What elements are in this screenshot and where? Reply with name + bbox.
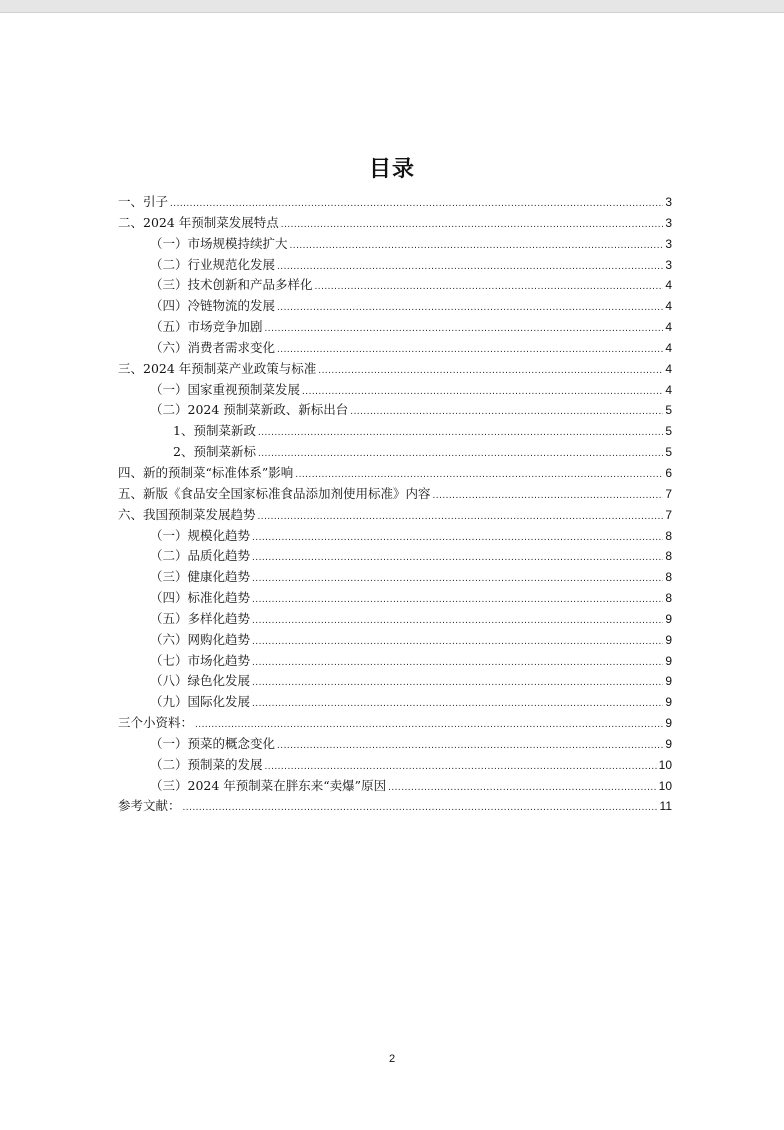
toc-leader-dots — [277, 340, 663, 361]
toc-entry[interactable] — [118, 567, 672, 588]
toc-entry[interactable] — [118, 400, 672, 421]
toc-leader-dots — [252, 611, 663, 632]
toc-entry-page: 8 — [665, 528, 672, 543]
toc-entry[interactable] — [118, 359, 672, 380]
toc-entry-page: 5 — [665, 424, 672, 439]
toc-entry-label: （五）市场竞争加剧 — [150, 319, 263, 335]
toc-entry-label: （六）消费者需求变化 — [150, 339, 276, 355]
toc-leader-dots — [318, 361, 663, 382]
toc-entry[interactable] — [118, 380, 672, 401]
table-of-contents — [118, 192, 672, 817]
toc-entry-label: 1、预制菜新政 — [173, 423, 256, 439]
toc-entry-page: 4 — [665, 382, 672, 397]
toc-entry-label: （一）市场规模持续扩大 — [150, 235, 288, 251]
toc-entry-label: （九）国际化发展 — [150, 694, 251, 710]
toc-leader-dots — [183, 798, 658, 819]
toc-entry-label: （一）规模化趋势 — [150, 527, 251, 543]
toc-entry-page: 7 — [665, 486, 672, 501]
toc-leader-dots — [277, 257, 663, 278]
toc-entry[interactable] — [118, 338, 672, 359]
toc-entry-page: 4 — [665, 299, 672, 314]
toc-entry-page: 8 — [665, 570, 672, 585]
toc-entry[interactable] — [118, 234, 672, 255]
toc-entry[interactable] — [118, 713, 672, 734]
toc-entry-page: 11 — [659, 799, 672, 814]
toc-entry[interactable] — [118, 755, 672, 776]
toc-entry-label: （二）行业规范化发展 — [150, 256, 276, 272]
toc-entry[interactable] — [118, 317, 672, 338]
toc-entry-label: （五）多样化趋势 — [150, 610, 251, 626]
page-number: 2 — [388, 1053, 396, 1065]
toc-leader-dots — [170, 194, 663, 215]
toc-leader-dots — [258, 423, 663, 444]
toc-entry[interactable] — [118, 505, 672, 526]
toc-leader-dots — [302, 382, 663, 403]
toc-leader-dots — [252, 548, 663, 569]
toc-leader-dots — [252, 673, 663, 694]
toc-entry-page: 10 — [658, 778, 672, 793]
viewer-top-bar — [0, 0, 784, 13]
toc-entry-label: （一）预菜的概念变化 — [150, 735, 276, 751]
toc-entry[interactable] — [118, 192, 672, 213]
toc-leader-dots — [265, 319, 664, 340]
toc-entry-page: 9 — [665, 674, 672, 689]
toc-entry-page: 9 — [665, 716, 672, 731]
toc-leader-dots — [252, 653, 663, 674]
toc-entry-label: （一）国家重视预制菜发展 — [150, 381, 301, 397]
toc-leader-dots — [252, 694, 663, 715]
toc-leader-dots — [277, 298, 663, 319]
toc-leader-dots — [388, 778, 657, 799]
toc-entry[interactable] — [118, 671, 672, 692]
toc-entry-label: （七）市场化趋势 — [150, 652, 251, 668]
toc-entry-label: （二）品质化趋势 — [150, 548, 251, 564]
toc-entry-label: （三）技术创新和产品多样化 — [150, 277, 313, 293]
toc-entry-page: 9 — [665, 653, 672, 668]
toc-entry-label: （三）健康化趋势 — [150, 569, 251, 585]
toc-entry[interactable] — [118, 734, 672, 755]
toc-entry-label: 三、2024 年预制菜产业政策与标准 — [118, 360, 317, 376]
toc-entry[interactable] — [118, 442, 672, 463]
toc-entry-page: 9 — [665, 611, 672, 626]
toc-entry-page: 4 — [665, 340, 672, 355]
toc-leader-dots — [252, 528, 663, 549]
toc-entry-label: 四、新的预制菜“标准体系”影响 — [118, 464, 294, 480]
toc-entry-label: 参考文献： — [118, 798, 181, 814]
toc-entry-page: 3 — [665, 215, 672, 230]
toc-entry-page: 5 — [665, 445, 672, 460]
toc-entry[interactable] — [118, 463, 672, 484]
toc-entry-label: （二）2024 预制菜新政、新标出台 — [150, 402, 349, 418]
toc-leader-dots — [315, 277, 664, 298]
toc-entry[interactable] — [118, 692, 672, 713]
toc-entry-page: 5 — [665, 403, 672, 418]
toc-entry[interactable] — [118, 796, 672, 817]
toc-entry[interactable] — [118, 609, 672, 630]
toc-entry-page: 3 — [665, 257, 672, 272]
toc-entry-page: 3 — [665, 195, 672, 209]
toc-entry-label: 二、2024 年预制菜发展特点 — [118, 214, 279, 230]
toc-entry-page: 8 — [665, 549, 672, 564]
toc-entry-page: 4 — [665, 361, 672, 376]
toc-entry-page: 9 — [665, 736, 672, 751]
toc-entry-label: 五、新版《食品安全国家标准食品添加剂使用标准》内容 — [118, 485, 431, 501]
toc-entry[interactable] — [118, 484, 672, 505]
toc-entry-label: （三）2024 年预制菜在胖东来“卖爆”原因 — [150, 777, 387, 793]
toc-entry[interactable] — [118, 421, 672, 442]
toc-entry-page: 4 — [665, 278, 672, 293]
toc-leader-dots — [277, 736, 663, 757]
toc-entry[interactable] — [118, 776, 672, 797]
toc-entry[interactable] — [118, 546, 672, 567]
toc-entry-page: 6 — [665, 465, 672, 480]
toc-leader-dots — [433, 486, 664, 507]
toc-entry-page: 9 — [665, 632, 672, 647]
toc-entry-page: 3 — [665, 236, 672, 251]
toc-leader-dots — [290, 236, 664, 257]
toc-entry-label: 2、预制菜新标 — [173, 444, 256, 460]
toc-leader-dots — [252, 590, 663, 611]
toc-leader-dots — [350, 402, 663, 423]
toc-entry[interactable] — [118, 588, 672, 609]
toc-leader-dots — [265, 757, 657, 778]
toc-entry-label: （四）冷链物流的发展 — [150, 298, 276, 314]
toc-entry-label: （二）预制菜的发展 — [150, 756, 263, 772]
toc-entry-label: （六）网购化趋势 — [150, 631, 251, 647]
toc-entry[interactable] — [118, 296, 672, 317]
toc-leader-dots — [258, 444, 663, 465]
toc-entry[interactable] — [118, 630, 672, 651]
toc-entry-page: 10 — [658, 757, 672, 772]
toc-entry[interactable] — [118, 526, 672, 547]
toc-leader-dots — [281, 215, 664, 236]
toc-entry[interactable] — [118, 255, 672, 276]
toc-leader-dots — [295, 465, 663, 486]
toc-entry-label: 三个小资料： — [118, 715, 194, 731]
toc-leader-dots — [258, 507, 664, 528]
page-title: 目录 — [368, 157, 415, 182]
toc-entry[interactable] — [118, 275, 672, 296]
toc-entry[interactable] — [118, 213, 672, 234]
toc-entry-label: 六、我国预制菜发展趋势 — [118, 506, 256, 522]
toc-leader-dots — [252, 569, 663, 590]
toc-entry-page: 9 — [665, 695, 672, 710]
toc-entry-label: （四）标准化趋势 — [150, 590, 251, 606]
toc-entry-label: 一、引子 — [118, 194, 169, 209]
toc-entry-label: （八）绿色化发展 — [150, 673, 251, 689]
toc-entry-page: 8 — [665, 591, 672, 606]
toc-entry-page: 4 — [665, 320, 672, 335]
toc-leader-dots — [195, 715, 663, 736]
toc-entry[interactable] — [118, 651, 672, 672]
toc-leader-dots — [252, 632, 663, 653]
toc-entry-page: 7 — [665, 507, 672, 522]
